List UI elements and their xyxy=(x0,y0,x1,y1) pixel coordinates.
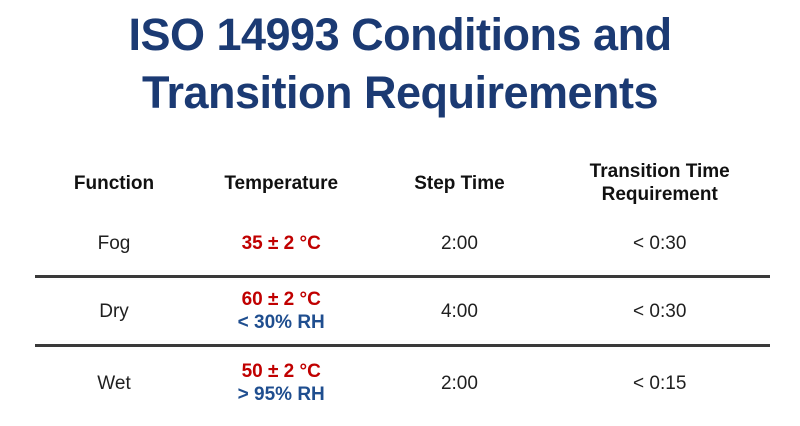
fog-temperature-cell xyxy=(193,232,369,255)
dry-temperature-cell xyxy=(193,288,369,334)
table-row-dry xyxy=(35,278,770,347)
fog-transition-requirement: < 0:30 xyxy=(633,233,687,254)
dry-step-time: 4:00 xyxy=(440,300,478,322)
slide-title-line2: Transition Requirements xyxy=(141,67,659,118)
fog-temperature-value: 35 ± 2 °C xyxy=(241,233,321,254)
conditions-table xyxy=(35,154,770,419)
wet-temperature-value: 50 ± 2 °C xyxy=(241,361,321,382)
header-transition-time-requirement: Transition Time Requirement xyxy=(589,161,730,205)
table-row-wet xyxy=(35,347,770,419)
header-step-time: Step Time xyxy=(414,172,505,194)
wet-temperature-cell xyxy=(193,360,369,406)
fog-function: Fog xyxy=(97,233,131,254)
slide-title-line1: ISO 14993 Conditions and xyxy=(128,9,672,60)
dry-humidity-value: < 30% RH xyxy=(237,312,325,333)
dry-temperature-value: 60 ± 2 °C xyxy=(241,289,321,310)
wet-transition-requirement: < 0:15 xyxy=(633,372,687,394)
wet-step-time: 2:00 xyxy=(440,372,478,394)
dry-transition-requirement: < 0:30 xyxy=(633,300,687,322)
wet-humidity-value: > 95% RH xyxy=(237,384,325,405)
dry-function: Dry xyxy=(99,300,129,322)
wet-function: Wet xyxy=(97,372,131,394)
header-function: Function xyxy=(73,172,155,194)
table-row-fog xyxy=(35,212,770,278)
header-temperature: Temperature xyxy=(224,172,339,194)
slide-title xyxy=(0,6,800,122)
fog-step-time: 2:00 xyxy=(440,233,478,254)
table-header-row xyxy=(35,154,770,212)
